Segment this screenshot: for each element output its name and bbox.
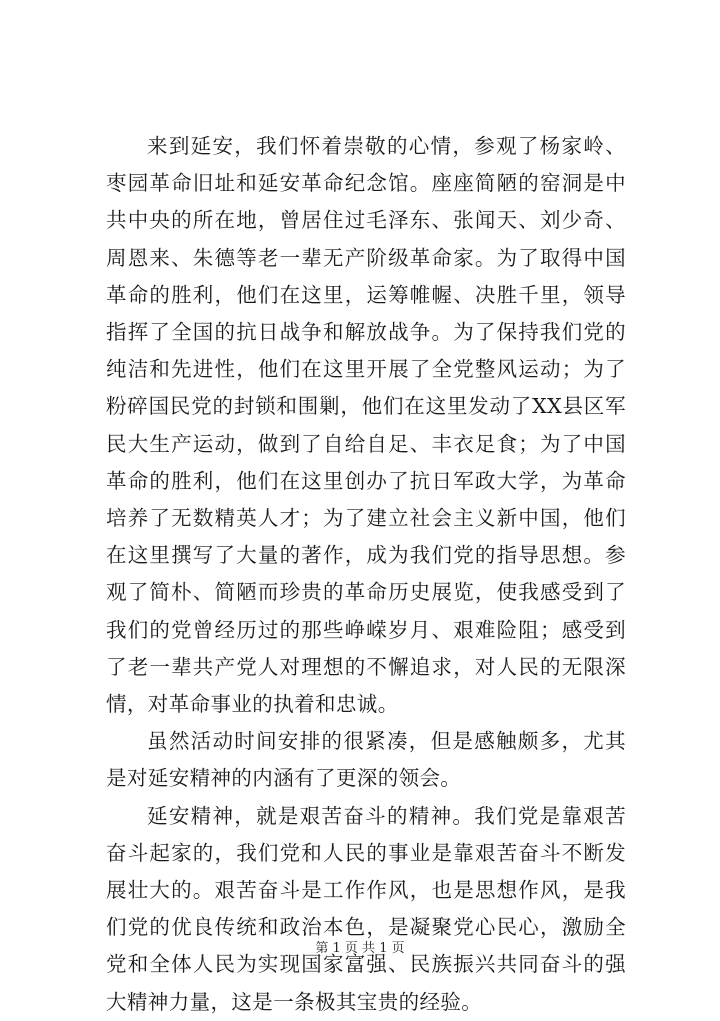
page-number-footer: 第 1 页 共 1 页: [315, 941, 405, 956]
paragraph-3: 延安精神，就是艰苦奋斗的精神。我们党是靠艰苦奋斗起家的，我们党和人民的事业是靠艰苦奋斗不断发展壮大的。艰苦奋斗是工作作风，也是思想作风，是我们党的优良传统和政治本色，是凝聚党心民心，激励全党和全体人民为实现国家富强、民族振兴共同奋斗的强大精神力量，这是一条极其宝贵的经验。: [106, 803, 626, 1014]
paragraph-2: 虽然活动时间安排的很紧凑，但是感触颇多，尤其是对延安精神的内涵有了更深的领会。: [106, 729, 626, 791]
paragraph-1: 来到延安，我们怀着崇敬的心情，参观了杨家岭、枣园革命旧址和延安革命纪念馆。座座简陋的窑洞是中共中央的所在地，曾居住过毛泽东、张闻天、刘少奇、周恩来、朱德等老一辈无产阶级革命家。为了取得中国革命的胜利，他们在这里，运筹帷幄、决胜千里，领导指挥了全国的抗日战争和解放战争。为了保持我们党的纯洁和先进性，他们在这里开展了全党整风运动；为了粉碎国民党的封锁和围剿，他们在这里发动了XX县区军民大生产运动，做到了自给自足、丰衣足食；为了中国革命的胜利，他们在这里创办了抗日军政大学，为革命培养了无数精英人才；为了建立社会主义新中国，他们在这里撰写了大量的著作，成为我们党的指导思想。参观了简朴、简陋而珍贵的革命历史展览，使我感受到了我们的党曾经历过的那些峥嵘岁月、艰难险阻；感受到了老一辈共产党人对理想的不懈追求，对人民的无限深情，对革命事业的执着和忠诚。: [106, 134, 626, 717]
document-body: [106, 128, 626, 1021]
